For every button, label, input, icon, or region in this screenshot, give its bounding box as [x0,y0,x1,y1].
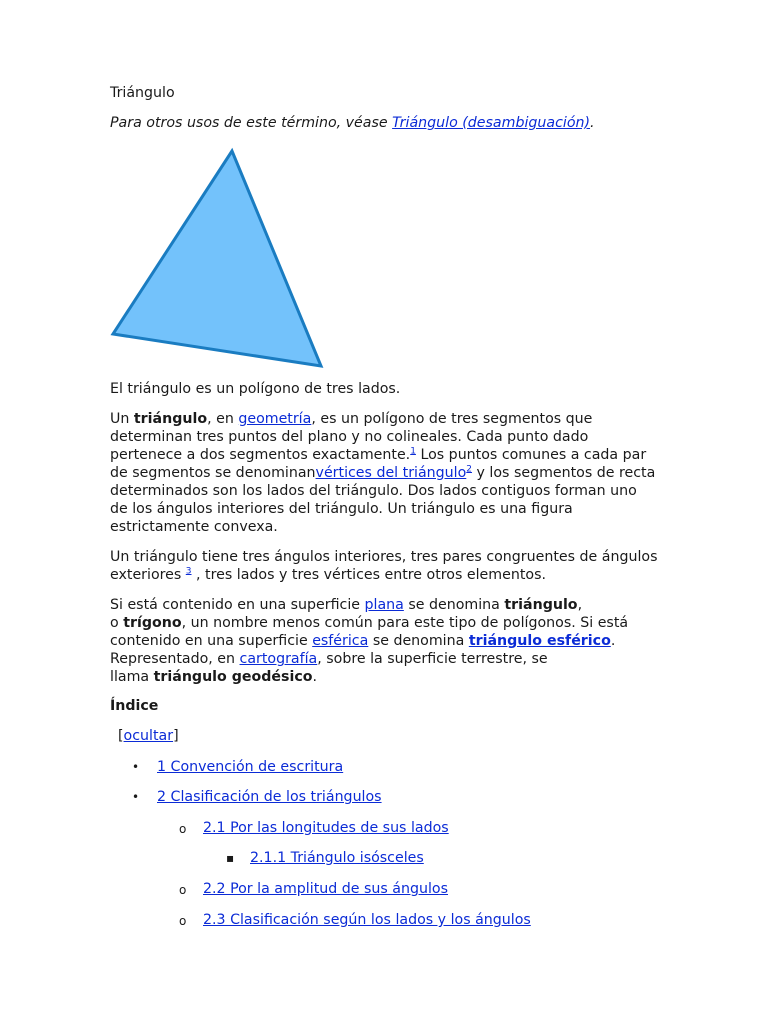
image-caption: El triángulo es un polígono de tres lados. [110,381,401,397]
toc-bullet: • [132,790,140,804]
toc-bullet: • [132,760,140,774]
toc-toggle: [ocultar] [118,728,179,744]
link-cartografia[interactable]: cartografía [239,651,318,667]
paragraph-surfaces: Si está contenido en una superficie plana se denomina triángulo, o trígono, un nombre menos común para este tipo de polígonos. Si está contenido en una superficie esférica se denomina triángulo esférico. Representado, en cartografía, sobre la superficie terrestre, se llama triángulo geodésico. [110,597,629,685]
toc-item-2-3[interactable]: 2.3 Clasificación según los lados y los ángulos [203,912,531,928]
paragraph-definition: Un triángulo, en geometría, es un polígono de tres segmentos que determinan tres puntos del plano y no colineales. Cada punto dado pertenece a dos segmentos exactamente.$^1$ Los puntos comunes a cada par de segmentos se denominanvértices del triángulo$^2$ y los segmentos de recta determinados son los lados del triángulo. Dos lados contiguos forman uno de los ángulos interiores del triángulo. Un triángulo es una figura estrictamente convexa. [110,411,656,535]
link-plana[interactable]: plana [364,597,404,613]
paragraph-elements: Un triángulo tiene tres ángulos interiores, tres pares congruentes de ángulos exteriores $^3$ , tres lados y tres vértices entre otros elementos. [110,549,658,583]
triangle-image [110,147,330,372]
toc-item-2-1-1[interactable]: 2.1.1 Triángulo isósceles [250,850,424,866]
reference-2[interactable]: 2 [466,464,473,475]
toc-item-2-2[interactable]: 2.2 Por la amplitud de sus ángulos [203,881,448,897]
reference-3[interactable]: 3 [185,566,192,577]
page-title: Triángulo [110,85,175,101]
toc-bullet: o [179,914,187,928]
link-triangulo-esferico[interactable]: triángulo esférico [468,633,611,649]
triangle-icon [110,147,330,372]
toc-hide-link[interactable]: ocultar [123,728,174,744]
toc-item-2-1[interactable]: 2.1 Por las longitudes de sus lados [203,820,449,836]
disambiguation-link[interactable]: Triángulo (desambiguación) [392,115,591,131]
toc-item-1[interactable]: 1 Convención de escritura [157,759,344,775]
link-geometria[interactable]: geometría [238,411,312,427]
toc-bullet: ▪ [226,851,235,865]
toc-bullet: o [179,883,187,897]
reference-1[interactable]: 1 [410,446,416,457]
toc-item-2[interactable]: 2 Clasificación de los triángulos [157,789,382,805]
link-esferica[interactable]: esférica [312,633,369,649]
link-vertices[interactable]: vértices del triángulo [315,465,467,481]
toc-heading: Índice [110,698,159,714]
toc-bullet: o [179,822,187,836]
disambiguation-note: Para otros usos de este término, véase Triángulo (desambiguación). [110,115,595,131]
